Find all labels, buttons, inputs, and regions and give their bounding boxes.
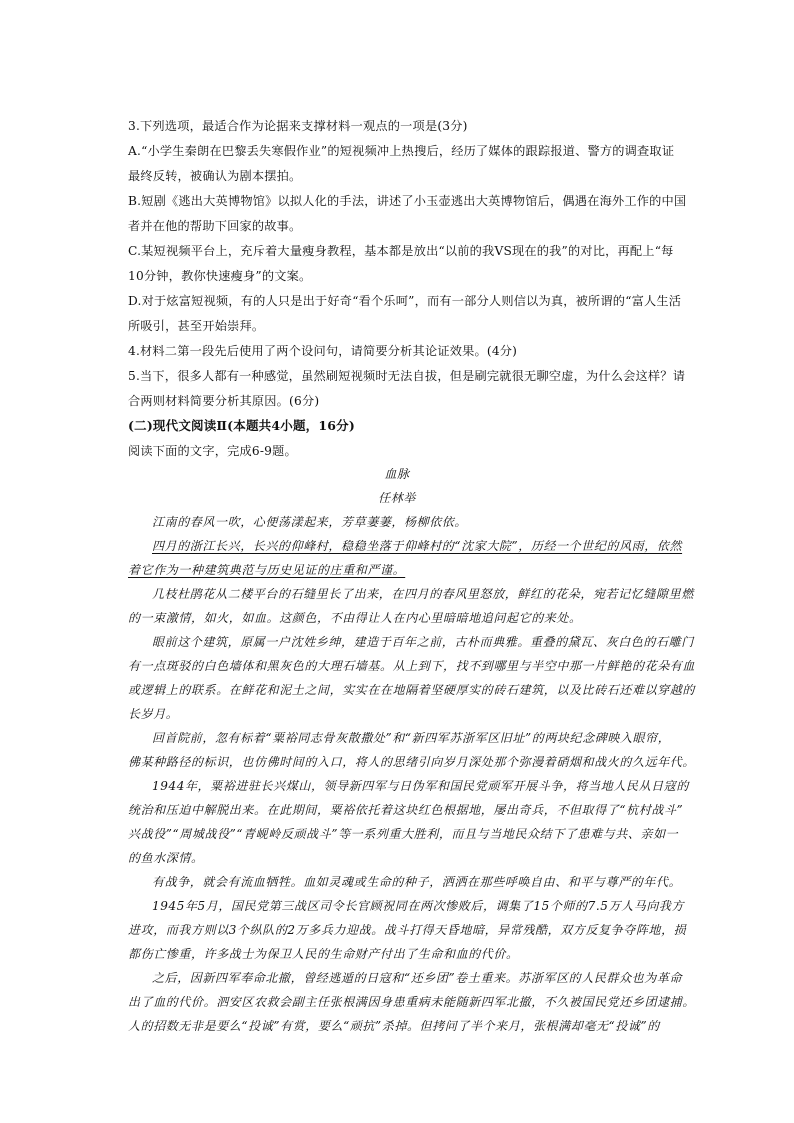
- section-heading: (二)现代文阅读Ⅱ(本题共4小题，16分): [128, 418, 355, 433]
- article-underlined-line: 四月的浙江长兴，长兴的仰峰村，稳稳坐落于仰峰村的“沈家大院”，历经一个世纪的风雨，依然: [152, 539, 683, 553]
- article-paragraph-line: 都伤亡惨重，许多战士为保卫人民的生命财产付出了生命和血的代价。: [128, 947, 519, 961]
- article-paragraph-line: 佛某种路径的标识，也仿佛时间的入口，将人的思绪引向岁月深处那个弥漫着硝烟和战火的久远年代。: [128, 755, 696, 769]
- question-3-option-c-line-1: C.某短视频平台上，充斥着大量瘦身教程，基本都是放出“以前的我VS现在的我”的对比，再配上“每: [128, 244, 674, 258]
- question-3-option-b-line-2: 者并在他的帮助下回家的故事。: [128, 219, 302, 233]
- article-paragraph-line: 几枝杜鹃花从二楼平台的石缝里长了出来，在四月的春风里怒放，鲜红的花朵，宛若记忆缝隙里燃: [152, 587, 694, 601]
- article-paragraph-line: 1945年5月，国民党第三战区司令长官顾祝同在两次惨败后，调集了15个师的7.5万人马向我方: [152, 899, 685, 913]
- article-paragraph-line: 出了血的代价。泗安区农救会副主任张根满因身患重病未能随新四军北撤，不久被国民党还乡团逮捕。: [128, 995, 696, 1009]
- article-paragraph-line: 人的招数无非是要么“投诚”有赏，要么“顽抗”杀掉。但拷问了半个来月，张根满却毫无“投诚”的: [128, 1019, 660, 1033]
- article-paragraph-line: 回首院前，忽有标着“粟裕同志骨灰散撒处”和“新四军苏浙军区旧址”的两块纪念碑映入眼帘，: [152, 731, 671, 745]
- article-paragraph-line: 之后，因新四军奉命北撤，曾经逃遁的日寇和“还乡团”卷土重来。苏浙军区的人民群众也为革命: [152, 971, 683, 985]
- article-author: 任林举: [378, 491, 416, 505]
- question-3-option-a-line-1: A.“小学生秦朗在巴黎丢失寒假作业”的短视频冲上热搜后，经历了媒体的跟踪报道、警方的调查取证: [128, 144, 675, 158]
- article-paragraph-line: 进攻，而我方则以3个纵队的2万多兵力迎战。战斗打得天昏地暗，异常残酷，双方反复争夺阵地，损: [128, 923, 687, 937]
- article-paragraph-line: 统治和压迫中解脱出来。在此期间，粟裕依托着这块红色根据地，屡出奇兵，不但取得了“杭村战斗”: [128, 803, 684, 817]
- question-5-line-2: 合两则材料简要分析其原因。(6分): [128, 394, 320, 408]
- article-paragraph-line: 眼前这个建筑，原属一户沈姓乡绅，建造于百年之前，古朴而典雅。重叠的黛瓦、灰白色的石雕门: [152, 635, 694, 649]
- question-3-stem: 3.下列选项，最适合作为论据来支撑材料一观点的一项是(3分): [128, 119, 468, 133]
- question-3-option-d-line-1: D.对于炫富短视频，有的人只是出于好奇“看个乐呵”，而有一部分人则信以为真，被所谓的“富人生活: [128, 294, 682, 308]
- article-underlined-line: 着它作为一种建筑典范与历史见证的庄重和严谨。: [128, 563, 406, 577]
- article-paragraph-line: 的鱼水深情。: [128, 851, 204, 865]
- article-paragraph-line: 兴战役”“周城战役”“青岘岭反顽战斗”等一系列重大胜利，而且与当地民众结下了患难与共、亲如一: [128, 827, 679, 841]
- article-paragraph-line: 1944年，粟裕进驻长兴煤山，领导新四军与日伪军和国民党顽军开展斗争，将当地人民从日寇的: [152, 779, 689, 793]
- article-title: 血脉: [384, 467, 410, 481]
- question-4: 4.材料二第一段先后使用了两个设问句，请简要分析其论证效果。(4分): [128, 344, 518, 358]
- article-paragraph-line: 江南的春风一吹，心便荡漾起来，芳草萋萋，杨柳依依。: [152, 515, 468, 529]
- article-paragraph-line: 的一束激情，如火，如血。这颜色，不由得让人在内心里暗暗地追问起它的来处。: [128, 611, 582, 625]
- section-instruction: 阅读下面的文字，完成6-9题。: [128, 444, 297, 458]
- article-paragraph-line: 有战争，就会有流血牺牲。血如灵魂或生命的种子，洒洒在那些呼唤自由、和平与尊严的年代。: [152, 875, 682, 889]
- question-3-option-d-line-2: 所吸引，甚至开始崇拜。: [128, 319, 265, 333]
- question-5-line-1: 5.当下，很多人都有一种感觉，虽然刷短视频时无法自拔，但是刷完就很无聊空虚，为什么会这样？请: [128, 369, 686, 383]
- article-paragraph-line: 或逻辑上的联系。在鲜花和泥土之间，实实在在地隔着坚硬厚实的砖石建筑，以及比砖石还难以穿越的: [128, 683, 696, 697]
- question-3-option-c-line-2: 10分钟，教你快速瘦身”的文案。: [128, 269, 312, 283]
- question-3-option-b-line-1: B.短剧《逃出大英博物馆》以拟人化的手法，讲述了小玉壶逃出大英博物馆后，偶遇在海外工作的中国: [128, 194, 687, 208]
- article-paragraph-line: 长岁月。: [128, 707, 179, 721]
- question-3-option-a-line-2: 最终反转，被确认为剧本摆拍。: [128, 169, 302, 183]
- article-paragraph-line: 有一点斑驳的白色墙体和黑灰色的大理石墙基。从上到下，找不到哪里与半空中那一片鲜艳的花朵有血: [128, 659, 696, 673]
